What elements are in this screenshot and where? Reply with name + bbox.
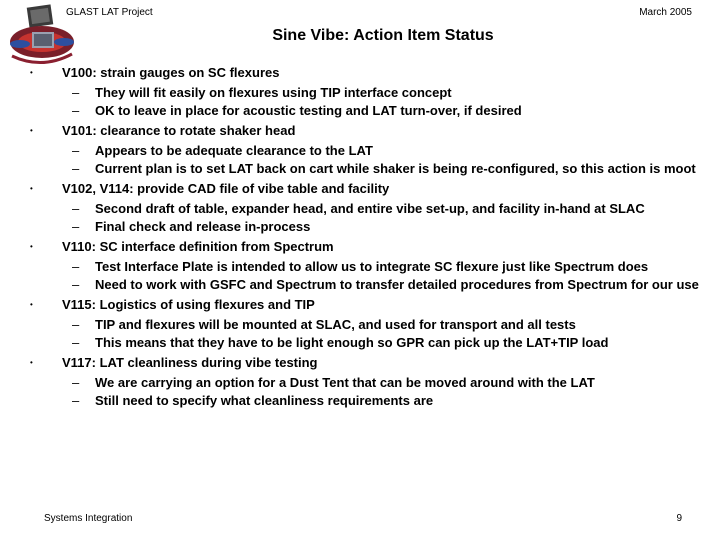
dash-icon: – bbox=[72, 103, 80, 118]
action-item-text: V101: clearance to rotate shaker head bbox=[62, 123, 296, 138]
project-name: GLAST LAT Project bbox=[66, 7, 153, 18]
action-item-list bbox=[30, 63, 700, 411]
bullet-icon: • bbox=[30, 358, 33, 367]
dash-icon: – bbox=[72, 335, 80, 350]
action-item-text: V100: strain gauges on SC flexures bbox=[62, 65, 280, 80]
sub-item bbox=[30, 85, 700, 101]
action-item-text: V102, V114: provide CAD file of vibe table and facility bbox=[62, 181, 390, 196]
dash-icon: – bbox=[72, 317, 80, 332]
sub-item bbox=[30, 393, 700, 409]
sub-item-text: Need to work with GSFC and Spectrum to transfer detailed procedures from Spectrum for our use bbox=[95, 277, 699, 292]
footer-section: Systems Integration bbox=[44, 513, 133, 524]
header-date: March 2005 bbox=[639, 7, 692, 18]
dash-icon: – bbox=[72, 259, 80, 274]
sub-item bbox=[30, 219, 700, 235]
action-item-text: V117: LAT cleanliness during vibe testing bbox=[62, 355, 318, 370]
sub-item-text: We are carrying an option for a Dust Tent that can be moved around with the LAT bbox=[95, 375, 595, 390]
dash-icon: – bbox=[72, 85, 80, 100]
sub-item-text: TIP and flexures will be mounted at SLAC, and used for transport and all tests bbox=[95, 317, 576, 332]
sub-item-text: OK to leave in place for acoustic testing and LAT turn-over, if desired bbox=[95, 103, 522, 118]
bullet-icon: • bbox=[30, 242, 33, 251]
sub-item-text: They will fit easily on flexures using TIP interface concept bbox=[95, 85, 452, 100]
sub-item-text: Second draft of table, expander head, and entire vibe set-up, and facility in-hand at SLAC bbox=[95, 201, 645, 216]
dash-icon: – bbox=[72, 277, 80, 292]
sub-item bbox=[30, 317, 700, 333]
action-item bbox=[30, 353, 700, 373]
action-item-text: V115: Logistics of using flexures and TIP bbox=[62, 297, 315, 312]
action-item bbox=[30, 179, 700, 199]
sub-item bbox=[30, 143, 700, 159]
slide-title bbox=[0, 27, 720, 45]
dash-icon: – bbox=[72, 393, 80, 408]
action-item bbox=[30, 237, 700, 257]
dash-icon: – bbox=[72, 219, 80, 234]
sub-item bbox=[30, 277, 700, 293]
sub-item bbox=[30, 161, 700, 177]
sub-item bbox=[30, 201, 700, 217]
bullet-icon: • bbox=[30, 126, 33, 135]
dash-icon: – bbox=[72, 201, 80, 216]
dash-icon: – bbox=[72, 143, 80, 158]
sub-item-text: Current plan is to set LAT back on cart while shaker is being re-configured, so this action is moot bbox=[95, 161, 696, 176]
dash-icon: – bbox=[72, 375, 80, 390]
sub-item-text: Final check and release in-process bbox=[95, 219, 311, 234]
action-item bbox=[30, 295, 700, 315]
bullet-icon: • bbox=[30, 68, 33, 77]
sub-item bbox=[30, 375, 700, 391]
action-item bbox=[30, 63, 700, 83]
sub-item-text: Test Interface Plate is intended to allow us to integrate SC flexure just like Spectrum does bbox=[95, 259, 649, 274]
dash-icon: – bbox=[72, 161, 80, 176]
sub-item bbox=[30, 103, 700, 119]
sub-item-text: Appears to be adequate clearance to the LAT bbox=[95, 143, 373, 158]
page-number: 9 bbox=[676, 513, 682, 524]
sub-item bbox=[30, 259, 700, 275]
sub-item-text: Still need to specify what cleanliness requirements are bbox=[95, 393, 434, 408]
slide-title-text: Sine Vibe: Action Item Status bbox=[272, 27, 494, 44]
sub-item bbox=[30, 335, 700, 351]
action-item bbox=[30, 121, 700, 141]
sub-item-text: This means that they have to be light enough so GPR can pick up the LAT+TIP load bbox=[95, 335, 609, 350]
action-item-text: V110: SC interface definition from Spectrum bbox=[62, 239, 334, 254]
bullet-icon: • bbox=[30, 300, 33, 309]
bullet-icon: • bbox=[30, 184, 33, 193]
